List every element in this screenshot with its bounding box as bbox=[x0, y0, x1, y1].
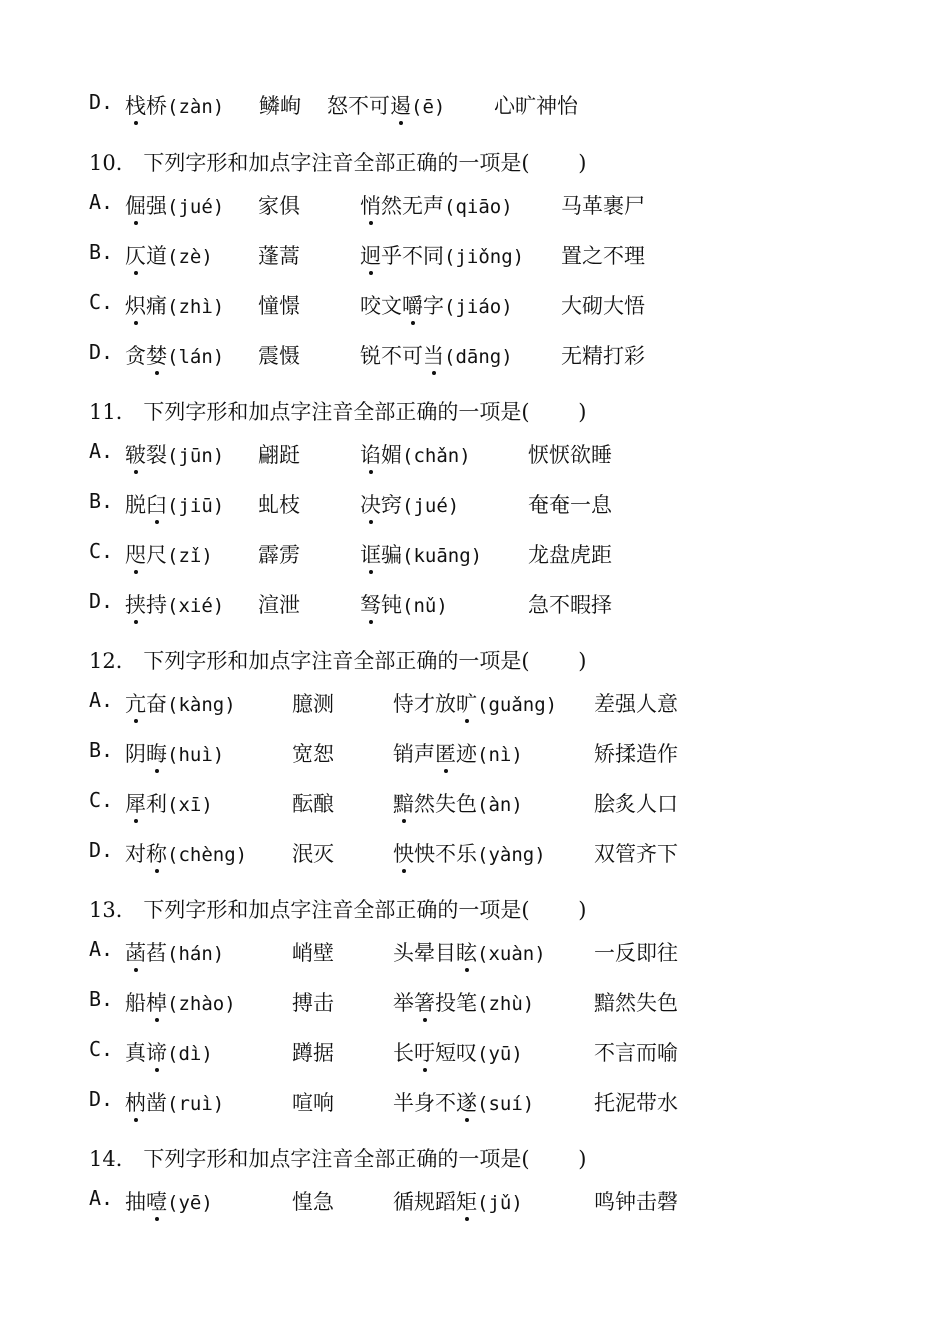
term-3 bbox=[393, 838, 546, 868]
term-2: 翩跹 bbox=[258, 443, 300, 467]
dotted-char: 遂 bbox=[456, 1091, 477, 1115]
dotted-char: 晦 bbox=[146, 742, 167, 766]
term-4: 差强人意 bbox=[594, 692, 678, 716]
term-4: 心旷神怡 bbox=[494, 94, 578, 118]
option-letter: A. bbox=[89, 1186, 114, 1210]
term-text: 裂 bbox=[146, 443, 167, 467]
option-letter: A. bbox=[89, 688, 114, 712]
dotted-char: 遏 bbox=[390, 94, 411, 118]
term-4: 无精打彩 bbox=[561, 344, 645, 368]
dotted-char: 称 bbox=[146, 842, 167, 866]
option-d[interactable] bbox=[89, 1087, 909, 1117]
term-text: 恃才放 bbox=[393, 692, 456, 716]
term-4: 一反即往 bbox=[594, 941, 678, 965]
option-c[interactable] bbox=[89, 539, 909, 569]
term-2: 蓬蒿 bbox=[258, 244, 300, 268]
term-3 bbox=[393, 1037, 523, 1067]
pinyin: (jǔ) bbox=[477, 1192, 523, 1214]
dotted-char: 挟 bbox=[125, 593, 146, 617]
dotted-char: 当 bbox=[423, 344, 444, 368]
pinyin: (yū) bbox=[477, 1043, 523, 1065]
dotted-char: 怏 bbox=[393, 842, 414, 866]
term-text: 道 bbox=[146, 244, 167, 268]
term-3 bbox=[360, 290, 513, 320]
pinyin: (nì) bbox=[477, 744, 523, 766]
dotted-char: 栈 bbox=[125, 94, 146, 118]
term-text: 然无声 bbox=[381, 194, 444, 218]
pinyin: (suí) bbox=[477, 1093, 535, 1115]
dotted-char: 矩 bbox=[456, 1190, 477, 1214]
option-d[interactable] bbox=[89, 340, 909, 370]
question-13-title: 13． 下列字形和加点字注音全部正确的一项是( ) bbox=[89, 898, 587, 922]
term-2: 蹲据 bbox=[292, 1041, 334, 1065]
option-b[interactable] bbox=[89, 738, 909, 768]
term-4: 矫揉造作 bbox=[594, 742, 678, 766]
term-2: 泯灭 bbox=[292, 842, 334, 866]
term-text: 字 bbox=[423, 294, 444, 318]
dotted-char: 菡 bbox=[125, 941, 146, 965]
term-1 bbox=[125, 1087, 224, 1117]
term-1 bbox=[125, 340, 224, 370]
dotted-char: 决 bbox=[360, 493, 381, 517]
term-text: 咬文 bbox=[360, 294, 402, 318]
dotted-char: 臼 bbox=[146, 493, 167, 517]
option-letter: B. bbox=[89, 987, 114, 1011]
pinyin: (dì) bbox=[167, 1043, 213, 1065]
term-text: 销声 bbox=[393, 742, 435, 766]
term-3 bbox=[360, 439, 471, 469]
term-text: 利 bbox=[146, 792, 167, 816]
dotted-char: 嚼 bbox=[402, 294, 423, 318]
term-2: 搏击 bbox=[292, 991, 334, 1015]
term-3 bbox=[327, 90, 445, 120]
dotted-char: 迥 bbox=[360, 244, 381, 268]
pinyin: (yàng) bbox=[477, 844, 546, 866]
term-4: 奄奄一息 bbox=[528, 493, 612, 517]
pinyin: (xié) bbox=[167, 595, 225, 617]
term-text: 乎不同 bbox=[381, 244, 444, 268]
term-text: 怒不可 bbox=[327, 94, 390, 118]
term-text: 持 bbox=[146, 593, 167, 617]
term-1 bbox=[125, 290, 224, 320]
pinyin: (chèng) bbox=[167, 844, 248, 866]
pinyin: (hán) bbox=[167, 943, 225, 965]
question-10-title: 10． 下列字形和加点字注音全部正确的一项是( ) bbox=[89, 151, 587, 175]
term-text: 短叹 bbox=[435, 1041, 477, 1065]
term-4: 龙盘虎距 bbox=[528, 543, 612, 567]
term-text: 锐不可 bbox=[360, 344, 423, 368]
term-4: 托泥带水 bbox=[594, 1091, 678, 1115]
term-text: 桥 bbox=[146, 94, 167, 118]
term-2: 喧响 bbox=[292, 1091, 334, 1115]
term-text: 媚 bbox=[381, 443, 402, 467]
term-text: 船 bbox=[125, 991, 146, 1015]
term-4: 脍炙人口 bbox=[594, 792, 678, 816]
term-4: 双管齐下 bbox=[594, 842, 678, 866]
term-2: 酝酿 bbox=[292, 792, 334, 816]
term-1 bbox=[125, 788, 213, 818]
term-2: 震慑 bbox=[258, 344, 300, 368]
dotted-char: 黯 bbox=[393, 792, 414, 816]
question-11-title: 11． 下列字形和加点字注音全部正确的一项是( ) bbox=[89, 400, 587, 424]
term-1 bbox=[125, 439, 224, 469]
term-1 bbox=[125, 240, 213, 270]
term-1 bbox=[125, 489, 224, 519]
dotted-char: 亢 bbox=[125, 692, 146, 716]
option-c[interactable] bbox=[89, 290, 909, 320]
pinyin: (nǔ) bbox=[402, 595, 448, 617]
option-b[interactable] bbox=[89, 987, 909, 1017]
term-3 bbox=[393, 1087, 534, 1117]
term-text: 奋 bbox=[146, 692, 167, 716]
dotted-char: 悄 bbox=[360, 194, 381, 218]
dotted-char: 棹 bbox=[146, 991, 167, 1015]
term-text: 抽 bbox=[125, 1190, 146, 1214]
term-text: 萏 bbox=[146, 941, 167, 965]
term-3 bbox=[360, 539, 482, 569]
dotted-char: 匿 bbox=[435, 742, 456, 766]
term-1 bbox=[125, 937, 224, 967]
option-letter: B. bbox=[89, 489, 114, 513]
term-2: 峭壁 bbox=[292, 941, 334, 965]
pinyin: (jiū) bbox=[167, 495, 225, 517]
term-2: 虬枝 bbox=[258, 493, 300, 517]
term-text: 头晕目 bbox=[393, 941, 456, 965]
dotted-char: 谛 bbox=[146, 1041, 167, 1065]
term-4: 不言而喻 bbox=[594, 1041, 678, 1065]
dotted-char: 箸 bbox=[414, 991, 435, 1015]
term-text: 脱 bbox=[125, 493, 146, 517]
term-text: 凿 bbox=[146, 1091, 167, 1115]
option-letter: C. bbox=[89, 290, 114, 314]
option-a[interactable] bbox=[89, 937, 909, 967]
option-d[interactable] bbox=[89, 838, 909, 868]
option-letter: D. bbox=[89, 589, 114, 613]
pinyin: (zǐ) bbox=[167, 545, 213, 567]
pinyin: (àn) bbox=[477, 794, 523, 816]
term-text: 窍 bbox=[381, 493, 402, 517]
term-text: 骗 bbox=[381, 543, 402, 567]
pinyin: (yē) bbox=[167, 1192, 213, 1214]
pinyin: (jué) bbox=[167, 196, 225, 218]
pinyin: (zhù) bbox=[477, 993, 535, 1015]
term-3 bbox=[360, 340, 513, 370]
dotted-char: 倔 bbox=[125, 194, 146, 218]
term-1 bbox=[125, 987, 236, 1017]
pinyin: (jūn) bbox=[167, 445, 225, 467]
term-1 bbox=[125, 539, 213, 569]
term-3 bbox=[393, 937, 546, 967]
term-1 bbox=[125, 90, 224, 120]
term-text: 循规蹈 bbox=[393, 1190, 456, 1214]
term-2: 宽恕 bbox=[292, 742, 334, 766]
option-letter: A. bbox=[89, 937, 114, 961]
dotted-char: 枘 bbox=[125, 1091, 146, 1115]
term-text: 对 bbox=[125, 842, 146, 866]
term-3 bbox=[360, 589, 448, 619]
pinyin: (guǎng) bbox=[477, 694, 558, 716]
question-12-title: 12． 下列字形和加点字注音全部正确的一项是( ) bbox=[89, 649, 587, 673]
term-3 bbox=[360, 240, 524, 270]
option-a[interactable] bbox=[89, 688, 909, 718]
term-1 bbox=[125, 190, 224, 220]
term-2: 惶急 bbox=[292, 1190, 334, 1214]
term-4: 置之不理 bbox=[561, 244, 645, 268]
option-letter: B. bbox=[89, 240, 114, 264]
term-4: 大砌大悟 bbox=[561, 294, 645, 318]
term-3 bbox=[360, 190, 513, 220]
term-2: 家俱 bbox=[258, 194, 300, 218]
term-1 bbox=[125, 738, 224, 768]
dotted-char: 咫 bbox=[125, 543, 146, 567]
term-text: 投笔 bbox=[435, 991, 477, 1015]
term-2: 憧憬 bbox=[258, 294, 300, 318]
pinyin: (dāng) bbox=[444, 346, 513, 368]
term-4: 恹恹欲睡 bbox=[528, 443, 612, 467]
term-2: 霹雳 bbox=[258, 543, 300, 567]
pinyin: (kàng) bbox=[167, 694, 236, 716]
pinyin: (jiáo) bbox=[444, 296, 513, 318]
term-1 bbox=[125, 1037, 213, 1067]
dotted-char: 旷 bbox=[456, 692, 477, 716]
option-letter: D. bbox=[89, 90, 114, 114]
pinyin: (ē) bbox=[411, 96, 446, 118]
dotted-char: 皲 bbox=[125, 443, 146, 467]
pinyin: (zàn) bbox=[167, 96, 225, 118]
pinyin: (zè) bbox=[167, 246, 213, 268]
term-text: 强 bbox=[146, 194, 167, 218]
option-c[interactable] bbox=[89, 1037, 909, 1067]
term-2: 臆测 bbox=[292, 692, 334, 716]
term-3 bbox=[360, 489, 459, 519]
term-3 bbox=[393, 738, 523, 768]
term-text: 尺 bbox=[146, 543, 167, 567]
dotted-char: 婪 bbox=[146, 344, 167, 368]
option-d[interactable] bbox=[89, 90, 909, 120]
term-text: 贪 bbox=[125, 344, 146, 368]
term-1 bbox=[125, 688, 236, 718]
pinyin: (lán) bbox=[167, 346, 225, 368]
term-4: 急不暇择 bbox=[528, 593, 612, 617]
term-text: 迹 bbox=[456, 742, 477, 766]
dotted-char: 犀 bbox=[125, 792, 146, 816]
pinyin: (huì) bbox=[167, 744, 225, 766]
dotted-char: 炽 bbox=[125, 294, 146, 318]
term-1 bbox=[125, 1186, 213, 1216]
term-2: 渲泄 bbox=[258, 593, 300, 617]
dotted-char: 谄 bbox=[360, 443, 381, 467]
term-text: 阴 bbox=[125, 742, 146, 766]
pinyin: (jué) bbox=[402, 495, 460, 517]
dotted-char: 驽 bbox=[360, 593, 381, 617]
term-3 bbox=[393, 1186, 523, 1216]
option-letter: A. bbox=[89, 439, 114, 463]
option-letter: C. bbox=[89, 788, 114, 812]
option-letter: D. bbox=[89, 340, 114, 364]
dotted-char: 诓 bbox=[360, 543, 381, 567]
option-letter: D. bbox=[89, 1087, 114, 1111]
question-14-title: 14． 下列字形和加点字注音全部正确的一项是( ) bbox=[89, 1147, 587, 1171]
pinyin: (xī) bbox=[167, 794, 213, 816]
pinyin: (chǎn) bbox=[402, 445, 471, 467]
option-a[interactable] bbox=[89, 439, 909, 469]
pinyin: (zhào) bbox=[167, 993, 236, 1015]
pinyin: (xuàn) bbox=[477, 943, 546, 965]
pinyin: (zhì) bbox=[167, 296, 225, 318]
option-a[interactable] bbox=[89, 190, 909, 220]
term-3 bbox=[393, 688, 557, 718]
term-text: 怏不乐 bbox=[414, 842, 477, 866]
term-1 bbox=[125, 838, 247, 868]
dotted-char: 噎 bbox=[146, 1190, 167, 1214]
term-text: 真 bbox=[125, 1041, 146, 1065]
term-text: 钝 bbox=[381, 593, 402, 617]
option-letter: C. bbox=[89, 1037, 114, 1061]
term-text: 半身不 bbox=[393, 1091, 456, 1115]
term-4: 鸣钟击磬 bbox=[594, 1190, 678, 1214]
option-d[interactable] bbox=[89, 589, 909, 619]
term-4: 马革裹尸 bbox=[561, 194, 645, 218]
term-4: 黯然失色 bbox=[594, 991, 678, 1015]
pinyin: (kuāng) bbox=[402, 545, 483, 567]
term-text: 痛 bbox=[146, 294, 167, 318]
option-c[interactable] bbox=[89, 788, 909, 818]
option-letter: B. bbox=[89, 738, 114, 762]
option-b[interactable] bbox=[89, 489, 909, 519]
term-1 bbox=[125, 589, 224, 619]
dotted-char: 仄 bbox=[125, 244, 146, 268]
option-a[interactable] bbox=[89, 1186, 909, 1216]
option-letter: D. bbox=[89, 838, 114, 862]
option-letter: A. bbox=[89, 190, 114, 214]
dotted-char: 眩 bbox=[456, 941, 477, 965]
option-letter: C. bbox=[89, 539, 114, 563]
term-text: 长 bbox=[393, 1041, 414, 1065]
dotted-char: 吁 bbox=[414, 1041, 435, 1065]
term-text: 举 bbox=[393, 991, 414, 1015]
pinyin: (qiāo) bbox=[444, 196, 513, 218]
term-3 bbox=[393, 987, 534, 1017]
pinyin: (jiǒng) bbox=[444, 246, 525, 268]
pinyin: (ruì) bbox=[167, 1093, 225, 1115]
term-2: 鳞峋 bbox=[259, 94, 301, 118]
term-text: 然失色 bbox=[414, 792, 477, 816]
term-3 bbox=[393, 788, 523, 818]
option-b[interactable] bbox=[89, 240, 909, 270]
